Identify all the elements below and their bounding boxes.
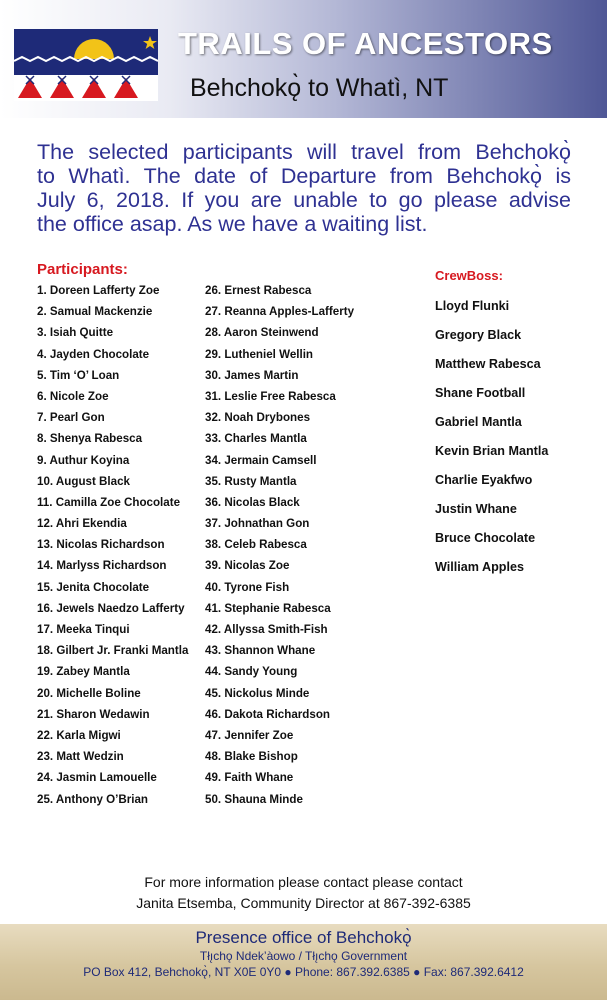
participant-item: 12. Ahri Ekendia xyxy=(37,517,127,531)
crewboss-heading: CrewBoss: xyxy=(435,268,503,283)
participant-item: 11. Camilla Zoe Chocolate xyxy=(37,495,181,509)
participant-item: 44. Sandy Young xyxy=(205,665,298,679)
participant-item: 29. Lutheniel Wellin xyxy=(205,347,314,361)
participant-item: 48. Blake Bishop xyxy=(205,750,298,764)
crewboss-item: Gabriel Mantla xyxy=(435,415,522,429)
participant-item: 33. Charles Mantla xyxy=(205,432,307,446)
footer-address: PO Box 412, Behchokǫ̀, NT X0E 0Y0 ● Phone: 867.392.6385 ● Fax: 867.392.6412 xyxy=(83,965,524,979)
participant-item: 46. Dakota Richardson xyxy=(205,707,330,721)
crewboss-item: Lloyd Flunki xyxy=(435,299,510,313)
participant-item: 9. Authur Koyina xyxy=(37,453,130,467)
contact-line: For more information please contact please contact xyxy=(144,874,463,890)
intro-paragraph xyxy=(37,140,571,236)
participant-item: 16. Jewels Naedzo Lafferty xyxy=(37,601,185,615)
footer xyxy=(0,924,607,1000)
participant-item: 20. Michelle Boline xyxy=(37,686,141,700)
participant-item: 28. Aaron Steinwend xyxy=(205,326,319,340)
participant-item: 1. Doreen Lafferty Zoe xyxy=(37,284,160,297)
header-banner xyxy=(0,0,607,118)
participant-item: 37. Johnathan Gon xyxy=(205,517,310,531)
participant-item: 49. Faith Whane xyxy=(205,771,294,785)
crewboss-item: Gregory Black xyxy=(435,328,522,342)
crewboss-item: William Apples xyxy=(435,560,524,574)
participant-item: 34. Jermain Camsell xyxy=(205,453,317,467)
intro-line: to Whatì. The date of Departure from Behchokǫ̀ is xyxy=(37,164,571,188)
participant-item: 22. Karla Migwi xyxy=(37,728,121,742)
crewboss-item: Shane Football xyxy=(435,386,526,400)
participant-item: 26. Ernest Rabesca xyxy=(205,284,312,297)
participant-item: 13. Nicolas Richardson xyxy=(37,538,165,552)
participant-item: 36. Nicolas Black xyxy=(205,495,300,509)
crewboss-item: Charlie Eyakfwo xyxy=(435,473,533,487)
participant-item: 30. James Martin xyxy=(205,368,299,382)
participant-item: 17. Meeka Tinqui xyxy=(37,623,130,636)
participant-item: 2. Samual Mackenzie xyxy=(37,305,153,319)
participant-item: 5. Tim ‘O’ Loan xyxy=(37,368,120,382)
participant-item: 19. Zabey Mantla xyxy=(37,665,130,679)
footer-subtitle: Tłı̨chǫ Ndek’àowo / Tłı̨chǫ Government xyxy=(199,949,408,963)
contact-info xyxy=(0,872,607,914)
tents-icon xyxy=(14,75,158,101)
participant-item: 42. Allyssa Smith-Fish xyxy=(205,623,328,636)
participant-item: 45. Nickolus Minde xyxy=(205,686,310,700)
participant-item: 15. Jenita Chocolate xyxy=(37,580,150,594)
participant-item: 23. Matt Wedzin xyxy=(37,750,124,764)
crewboss-item: Justin Whane xyxy=(435,502,517,516)
participant-item: 39. Nicolas Zoe xyxy=(205,559,290,573)
participant-item: 25. Anthony O’Brian xyxy=(37,792,149,806)
contact-line: Janita Etsemba, Community Director at 867-392-6385 xyxy=(136,895,471,911)
participant-item: 18. Gilbert Jr. Franki Mantla xyxy=(37,644,189,658)
participants-heading: Participants: xyxy=(37,261,128,278)
participant-item: 32. Noah Drybones xyxy=(205,411,311,425)
participant-item: 4. Jayden Chocolate xyxy=(37,347,150,361)
participant-item: 24. Jasmin Lamouelle xyxy=(37,771,157,785)
participants-list-column-a xyxy=(37,280,188,810)
participant-item: 31. Leslie Free Rabesca xyxy=(205,389,336,403)
participant-item: 8. Shenya Rabesca xyxy=(37,432,143,446)
participant-item: 40. Tyrone Fish xyxy=(205,580,290,594)
crewboss-item: Bruce Chocolate xyxy=(435,531,536,545)
participant-item: 6. Nicole Zoe xyxy=(37,389,109,403)
intro-line: the office asap. As we have a waiting list. xyxy=(37,212,428,236)
intro-line: The selected participants will travel from Behchokǫ̀ xyxy=(37,140,571,164)
participant-item: 38. Celeb Rabesca xyxy=(205,538,307,552)
participant-item: 43. Shannon Whane xyxy=(205,644,316,658)
participant-item: 10. August Black xyxy=(37,474,130,488)
participant-item: 47. Jennifer Zoe xyxy=(205,728,294,742)
participant-item: 35. Rusty Mantla xyxy=(205,474,297,488)
participant-item: 7. Pearl Gon xyxy=(37,411,105,425)
participant-item: 3. Isiah Quitte xyxy=(37,326,114,340)
participants-list-column-b xyxy=(205,280,354,810)
participant-item: 41. Stephanie Rabesca xyxy=(205,601,331,615)
page-title: TRAILS OF ANCESTORS xyxy=(178,26,553,61)
crewboss-item: Kevin Brian Mantla xyxy=(435,444,549,458)
footer-title: Presence office of Behchokǫ̀ xyxy=(195,928,412,947)
page-subtitle: Behchokǫ̀ to Whatì, NT xyxy=(190,74,449,102)
participant-item: 21. Sharon Wedawin xyxy=(37,707,150,721)
participant-item: 27. Reanna Apples-Lafferty xyxy=(205,305,355,319)
tlicho-flag-icon xyxy=(14,29,158,101)
crewboss-item: Matthew Rabesca xyxy=(435,357,541,371)
crewboss-list xyxy=(435,292,548,582)
participant-item: 14. Marlyss Richardson xyxy=(37,559,167,573)
intro-line: July 6, 2018. If you are unable to go please advise xyxy=(37,188,571,212)
participant-item: 50. Shauna Minde xyxy=(205,792,303,806)
